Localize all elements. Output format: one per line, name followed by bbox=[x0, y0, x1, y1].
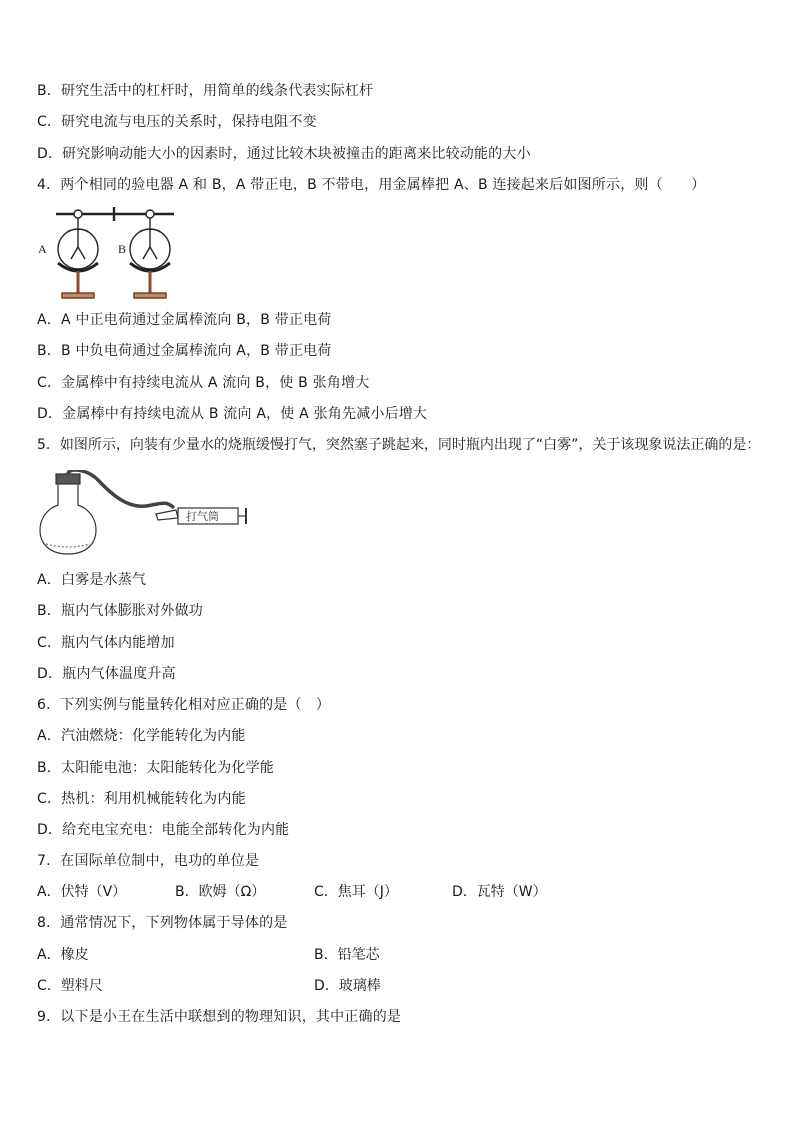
rubber-tube bbox=[68, 470, 174, 508]
q6-stem: 6．下列实例与能量转化相对应正确的是（ ） bbox=[37, 697, 331, 713]
q6-option-d: D．给充电宝充电：电能全部转化为内能 bbox=[37, 822, 290, 838]
q8-option-a: A．橡皮 bbox=[37, 947, 89, 963]
q4-stem: 4．两个相同的验电器 A 和 B，A 带正电，B 不带电，用金属棒把 A、B 连接起来后如图所示，则（ ） bbox=[37, 177, 706, 193]
q4-option-a: A．A 中正电荷通过金属棒流向 B，B 带正电荷 bbox=[37, 312, 332, 328]
label-b: B bbox=[118, 242, 127, 256]
q7-option-c: C．焦耳（J） bbox=[314, 884, 398, 900]
electroscope-figure bbox=[36, 205, 181, 305]
electroscope-a bbox=[58, 210, 98, 298]
pump-label: 打气筒 bbox=[186, 510, 219, 523]
q5-option-d: D．瓶内气体温度升高 bbox=[37, 666, 176, 682]
q7-option-b: B．欧姆（Ω） bbox=[175, 884, 266, 900]
q7-stem: 7．在国际单位制中，电功的单位是 bbox=[37, 853, 260, 869]
q3-option-c: C．研究电流与电压的关系时，保持电阻不变 bbox=[37, 114, 317, 130]
q3-option-d: D．研究影响动能大小的因素时，通过比较木块被撞击的距离来比较动能的大小 bbox=[37, 146, 531, 162]
q4-option-b: B．B 中负电荷通过金属棒流向 A，B 带正电荷 bbox=[37, 343, 332, 359]
q4-option-d: D．金属棒中有持续电流从 B 流向 A，使 A 张角先减小后增大 bbox=[37, 406, 428, 422]
flask bbox=[40, 480, 96, 554]
q8-option-c: C．塑料尺 bbox=[37, 978, 103, 994]
q7-option-a: A．伏特（V） bbox=[37, 884, 127, 900]
q8-option-b: B．铅笔芯 bbox=[314, 947, 380, 963]
label-a: A bbox=[38, 242, 47, 256]
q5-option-b: B．瓶内气体膨胀对外做功 bbox=[37, 603, 204, 619]
q9-stem: 9．以下是小王在生活中联想到的物理知识，其中正确的是 bbox=[37, 1009, 402, 1025]
electroscope-b bbox=[130, 210, 170, 298]
q8-option-d: D．玻璃棒 bbox=[314, 978, 381, 994]
q7-option-d: D．瓦特（W） bbox=[452, 884, 547, 900]
q6-option-b: B．太阳能电池：太阳能转化为化学能 bbox=[37, 760, 275, 776]
flask-pump-figure bbox=[38, 470, 253, 556]
q8-stem: 8．通常情况下，下列物体属于导体的是 bbox=[37, 915, 288, 931]
q6-option-a: A．汽油燃烧：化学能转化为内能 bbox=[37, 728, 246, 744]
stopper bbox=[56, 474, 80, 484]
q4-option-c: C．金属棒中有持续电流从 A 流向 B，使 B 张角增大 bbox=[37, 375, 370, 391]
q5-stem: 5．如图所示，向装有少量水的烧瓶缓慢打气，突然塞子跳起来，同时瓶内出现了“白雾”，关于该现象说法正确的是： bbox=[37, 437, 761, 453]
q6-option-c: C．热机：利用机械能转化为内能 bbox=[37, 791, 246, 807]
q5-option-c: C．瓶内气体内能增加 bbox=[37, 635, 175, 651]
q5-option-a: A．白雾是水蒸气 bbox=[37, 572, 147, 588]
q3-option-b: B．研究生活中的杠杆时，用简单的线条代表实际杠杆 bbox=[37, 83, 374, 99]
